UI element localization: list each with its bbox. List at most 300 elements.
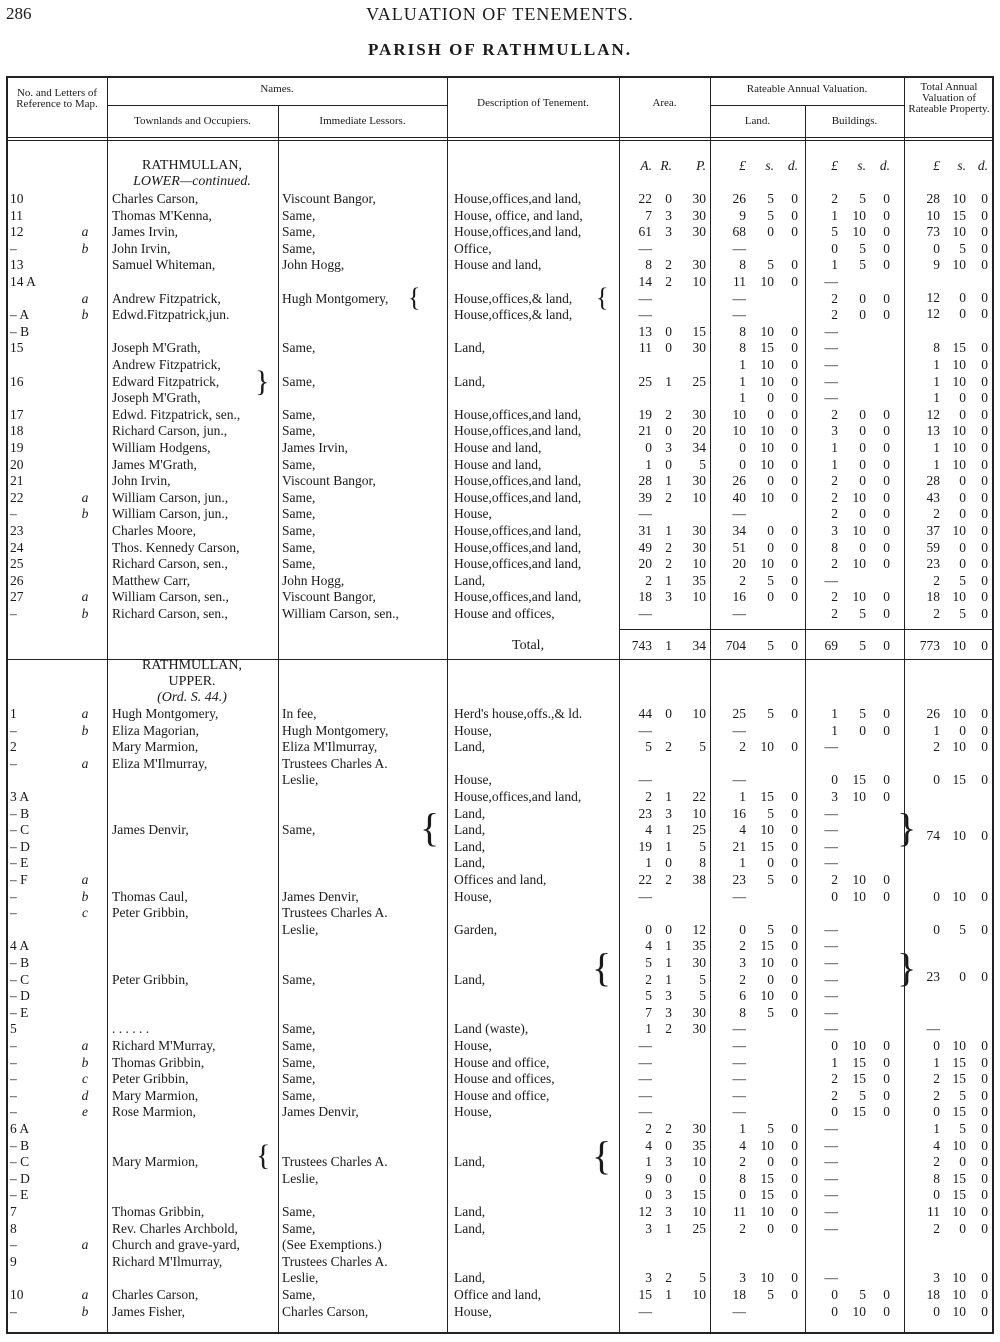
cell-a-1: 2 — [665, 1270, 672, 1286]
cell-t-1: 15 — [952, 772, 966, 788]
cell-les: Same, — [282, 1038, 316, 1053]
cell-occ: Peter Gribbin, — [112, 905, 189, 921]
table-row — [0, 756, 1000, 772]
cell-a-2: 30 — [692, 473, 706, 489]
cell-no: 14 A — [10, 274, 36, 289]
cell-t-0: 2 — [933, 1154, 940, 1170]
cell-t-1: 5 — [959, 606, 966, 621]
cell-t-1: 15 — [952, 207, 966, 223]
cell-a-2: 35 — [692, 938, 706, 954]
cell-t-2: 0 — [981, 1104, 988, 1120]
cell-l-1: 0 — [767, 406, 774, 422]
cell-l-2: 0 — [791, 921, 798, 937]
unit-bldg-pounds: £ — [831, 158, 838, 173]
cell-a-0: — — [638, 1087, 652, 1103]
table-row — [0, 988, 1000, 1004]
cell-t-1: 0 — [959, 539, 966, 555]
table-row — [0, 490, 1000, 506]
cell-a-1: 1 — [665, 1287, 672, 1302]
rule-total-top — [619, 629, 994, 630]
cell-desc: Garden, — [454, 921, 498, 937]
cell-b-0: 1 — [831, 440, 838, 455]
cell-a-2: 10 — [692, 1204, 706, 1219]
cell-l-1: 5 — [767, 805, 774, 821]
cell-a-0: 7 — [645, 207, 652, 223]
header-townlands: Townlands and Occupiers. — [134, 115, 251, 127]
cell-t-0: 37 — [926, 523, 940, 538]
table-row — [0, 1138, 1000, 1154]
cell-t-1: 10 — [952, 456, 966, 472]
table-row — [0, 1204, 1000, 1220]
cell-b-0: — — [824, 988, 838, 1004]
cell-l-0: 10 — [732, 423, 746, 439]
cell-a-2: 10 — [692, 805, 706, 821]
cell-t-1: 10 — [952, 888, 966, 904]
cell-b-0: — — [824, 1204, 838, 1219]
cell-t-1: 0 — [959, 473, 966, 489]
group-14a-shillings: 0 — [959, 290, 966, 305]
cell-t-0: 1 — [933, 373, 940, 389]
cell-no: 25 — [10, 556, 24, 572]
cell-l-0: — — [732, 1087, 746, 1103]
cell-no: 6 A — [10, 1121, 30, 1136]
cell-a-0: 3 — [645, 1270, 652, 1286]
cell-l-1: 15 — [760, 938, 774, 954]
cell-b-2: 0 — [883, 1038, 890, 1053]
cell-t-0: 4 — [933, 1137, 940, 1153]
cell-t-0: 0 — [933, 1104, 940, 1120]
cell-l-0: — — [732, 240, 746, 256]
cell-l-0: 11 — [733, 1204, 746, 1219]
cell-a-0: 5 — [645, 955, 652, 970]
cell-l-0: 8 — [739, 1170, 746, 1186]
cell-no: – D — [10, 1170, 30, 1186]
cell-l-1: 10 — [760, 357, 774, 372]
group-14a-pence: 0 — [981, 290, 988, 305]
cell-occ: Matthew Carr, — [112, 572, 191, 588]
unit-bldg-shillings: s. — [857, 158, 866, 173]
header-total: Total Annual Valuation of Rateable Property. — [908, 81, 990, 115]
cell-desc: House and offices, — [454, 606, 555, 621]
cell-b-0: 3 — [831, 423, 838, 439]
cell-les: Leslie, — [282, 921, 319, 937]
cell-occ: Edward Fitzpatrick, — [112, 373, 220, 389]
cell-t-2: 0 — [981, 473, 988, 489]
cell-a-0: 23 — [638, 805, 652, 821]
cell-l-0: 2 — [739, 739, 746, 755]
cell-b-0: — — [824, 390, 838, 406]
cell-t-1: 10 — [952, 1287, 966, 1302]
cell-l-0: — — [732, 506, 746, 522]
section-upper-title: RATHMULLAN, — [142, 658, 242, 673]
group-3-shillings: 10 — [952, 828, 966, 843]
cell-a-1: 3 — [665, 589, 672, 605]
cell-l-1: 10 — [760, 274, 774, 289]
cell-l-1: 0 — [767, 539, 774, 555]
cell-les: Same, — [282, 539, 316, 555]
cell-les: Viscount Bangor, — [282, 589, 376, 605]
cell-let: b — [81, 606, 89, 621]
cell-b-0: — — [824, 1270, 838, 1286]
total-bldg-shillings: 5 — [859, 638, 866, 653]
cell-les: Same, — [282, 207, 316, 223]
cell-no: – — [10, 755, 17, 771]
cell-a-2: 30 — [692, 1121, 706, 1136]
cell-no: – B — [10, 323, 30, 339]
total-perches: 34 — [692, 638, 706, 653]
cell-b-2: 0 — [883, 406, 890, 422]
cell-les: Same, — [282, 1021, 316, 1037]
cell-desc: Land, — [454, 373, 486, 389]
cell-l-2: 0 — [791, 1154, 798, 1170]
table-row — [0, 257, 1000, 273]
cell-occ: Thomas Caul, — [112, 888, 188, 904]
cell-desc: House, — [454, 1038, 492, 1053]
table-row — [0, 872, 1000, 888]
cell-a-1: 0 — [665, 423, 672, 439]
cell-desc: Land, — [454, 971, 486, 987]
cell-occ: Thomas Gribbin, — [112, 1054, 205, 1070]
cell-a-1: 0 — [665, 1137, 672, 1153]
cell-let: a — [81, 706, 89, 721]
cell-l-1: 10 — [760, 556, 774, 572]
cell-b-0: — — [824, 1220, 838, 1236]
cell-t-0: 28 — [926, 473, 940, 489]
cell-l-0: — — [732, 606, 746, 621]
cell-occ: James Denvir, — [112, 822, 189, 838]
cell-t-2: 0 — [981, 1303, 988, 1319]
cell-a-0: 0 — [645, 440, 652, 455]
cell-b-0: 0 — [831, 1287, 838, 1302]
table-row — [0, 855, 1000, 871]
rule-rateable-sub — [710, 105, 904, 106]
cell-l-1: 5 — [767, 191, 774, 206]
cell-a-0: 19 — [638, 838, 652, 854]
cell-l-1: 0 — [767, 971, 774, 987]
cell-b-2: 0 — [883, 1071, 890, 1087]
cell-b-0: — — [824, 357, 838, 372]
cell-l-1: 0 — [767, 1154, 774, 1170]
unit-bldg-pence: d. — [879, 158, 890, 173]
cell-occ: Mary Marmion, — [112, 739, 199, 755]
cell-a-1: 1 — [665, 838, 672, 854]
cell-no: 15 — [10, 340, 24, 356]
cell-t-1: 10 — [952, 1038, 966, 1053]
cell-no: – C — [10, 1154, 30, 1170]
cell-a-1: 0 — [665, 340, 672, 356]
cell-b-0: 1 — [831, 722, 838, 738]
cell-no: – E — [10, 1004, 29, 1020]
cell-a-1: 2 — [665, 1021, 672, 1037]
cell-let: c — [82, 905, 88, 921]
cell-a-0: 28 — [638, 473, 652, 489]
cell-l-2: 0 — [791, 473, 798, 489]
cell-t-2: 0 — [981, 1187, 988, 1203]
cell-t-2: 0 — [981, 888, 988, 904]
cell-a-0: 0 — [645, 1187, 652, 1203]
cell-les: Same, — [282, 224, 316, 240]
cell-les: Same, — [282, 373, 316, 389]
cell-les: (See Exemptions.) — [282, 1237, 382, 1253]
cell-a-0: 4 — [645, 938, 652, 954]
cell-no: – — [10, 240, 17, 256]
cell-l-2: 0 — [791, 1204, 798, 1219]
cell-desc: Office, — [454, 240, 492, 256]
cell-occ: Thomas Gribbin, — [112, 1204, 205, 1219]
cell-b-0: 0 — [831, 1038, 838, 1053]
cell-l-0: 68 — [732, 224, 746, 240]
cell-t-0: 0 — [933, 1303, 940, 1319]
cell-a-1: 3 — [665, 1154, 672, 1170]
cell-occ: Mary Marmion, — [112, 1154, 199, 1170]
cell-les: Same, — [282, 1071, 316, 1087]
cell-b-2: 0 — [883, 489, 890, 505]
cell-l-2: 0 — [791, 489, 798, 505]
header-names: Names. — [260, 83, 294, 95]
cell-t-1: 5 — [959, 1121, 966, 1136]
cell-l-1: 5 — [767, 921, 774, 937]
cell-occ: Edwd. Fitzpatrick, sen., — [112, 406, 241, 422]
cell-l-2: 0 — [791, 955, 798, 970]
cell-b-2: 0 — [883, 556, 890, 572]
cell-t-0: 10 — [926, 207, 940, 223]
cell-b-2: 0 — [883, 1104, 890, 1120]
cell-desc: House,offices,and land, — [454, 406, 582, 422]
cell-no: – — [10, 506, 17, 522]
cell-desc: House, — [454, 1104, 492, 1120]
cell-b-2: 0 — [883, 888, 890, 904]
cell-t-1: 0 — [959, 722, 966, 738]
cell-b-1: 10 — [852, 556, 866, 572]
cell-a-2: 30 — [692, 955, 706, 970]
cell-occ: Thomas M'Kenna, — [112, 207, 212, 223]
cell-t-0: 59 — [926, 539, 940, 555]
cell-a-0: 14 — [638, 274, 652, 289]
cell-occ: Hugh Montgomery, — [112, 706, 219, 721]
cell-b-2: 0 — [883, 307, 890, 323]
cell-desc: Herd's house,offs.,& ld. — [454, 706, 583, 721]
cell-b-1: 10 — [852, 489, 866, 505]
cell-l-0: 2 — [739, 1220, 746, 1236]
cell-no: 26 — [10, 572, 24, 588]
table-row — [0, 789, 1000, 805]
cell-t-1: 10 — [952, 373, 966, 389]
brace-occ-6: { — [256, 1139, 271, 1172]
cell-b-0: — — [824, 572, 838, 588]
table-row — [0, 772, 1000, 788]
cell-l-0: 21 — [732, 838, 746, 854]
group-total-14a — [0, 283, 1000, 312]
cell-occ: Joseph M'Grath, — [112, 340, 201, 356]
cell-l-2: 0 — [791, 1220, 798, 1236]
cell-t-1: 0 — [959, 390, 966, 406]
cell-les: James Denvir, — [282, 888, 359, 904]
cell-a-0: 39 — [638, 489, 652, 505]
cell-a-0: — — [638, 290, 652, 306]
cell-no: 16 — [10, 373, 24, 389]
cell-let: b — [81, 1054, 89, 1070]
table-row — [0, 1304, 1000, 1320]
cell-t-0: 2 — [933, 1220, 940, 1236]
cell-a-1: 0 — [665, 323, 672, 339]
cell-l-2: 0 — [791, 589, 798, 605]
cell-l-1: 10 — [760, 373, 774, 389]
cell-les: Same, — [282, 423, 316, 439]
cell-b-0: 1 — [831, 456, 838, 472]
cell-no: 8 — [10, 1220, 17, 1236]
cell-no: 4 A — [10, 938, 30, 954]
cell-occ: William Carson, jun., — [112, 506, 229, 522]
cell-b-1: 0 — [859, 722, 866, 738]
cell-t-2: 0 — [981, 1087, 988, 1103]
cell-t-2: 0 — [981, 240, 988, 256]
section-upper-ord: (Ord. S. 44.) — [157, 690, 227, 705]
cell-b-2: 0 — [883, 1303, 890, 1319]
table-row — [0, 1154, 1000, 1170]
cell-l-0: 16 — [732, 589, 746, 605]
total-label: Total, — [512, 638, 545, 653]
cell-desc: Land, — [454, 1270, 486, 1286]
section-lower-subtitle: LOWER—continued. — [133, 174, 251, 189]
cell-a-2: 34 — [692, 440, 706, 455]
cell-b-0: — — [824, 1121, 838, 1136]
cell-t-1: 10 — [952, 1204, 966, 1219]
table-row — [0, 523, 1000, 539]
cell-t-1: 0 — [959, 1154, 966, 1170]
cell-t-0: 28 — [926, 191, 940, 206]
cell-desc: House,offices,and land, — [454, 224, 582, 240]
cell-les: Same, — [282, 456, 316, 472]
cell-desc: House, — [454, 506, 492, 522]
cell-a-2: 35 — [692, 1137, 706, 1153]
cell-a-1: 1 — [665, 373, 672, 389]
cell-t-0: 8 — [933, 1170, 940, 1186]
cell-desc: House, — [454, 772, 492, 788]
cell-a-0: — — [638, 1038, 652, 1053]
table-row — [0, 1171, 1000, 1187]
cell-l-0: 2 — [739, 572, 746, 588]
cell-b-2: 0 — [883, 1287, 890, 1302]
cell-t-2: 0 — [981, 423, 988, 439]
cell-l-0: — — [732, 307, 746, 323]
cell-b-0: — — [824, 1004, 838, 1020]
cell-l-0: 3 — [739, 1270, 746, 1286]
cell-b-2: 0 — [883, 240, 890, 256]
cell-occ: Mary Marmion, — [112, 1087, 199, 1103]
cell-occ: John Irvin, — [112, 240, 171, 256]
cell-occ: Peter Gribbin, — [112, 1071, 189, 1087]
cell-b-0: 2 — [831, 489, 838, 505]
cell-a-1: 2 — [665, 739, 672, 755]
cell-a-2: 15 — [692, 1187, 706, 1203]
cell-l-1: 10 — [760, 489, 774, 505]
cell-t-2: 0 — [981, 772, 988, 788]
cell-let: a — [81, 489, 89, 505]
unit-total-shillings: s. — [957, 158, 966, 173]
cell-occ: Richard M'Ilmurray, — [112, 1253, 223, 1269]
cell-l-2: 0 — [791, 1004, 798, 1020]
rule-header-bottom — [6, 137, 994, 138]
cell-l-0: 2 — [739, 1154, 746, 1170]
group-total-3 — [0, 828, 1000, 844]
cell-let: e — [82, 1104, 88, 1120]
group-total-4 — [0, 969, 1000, 985]
cell-b-1: 15 — [852, 1104, 866, 1120]
cell-occ: James M'Grath, — [112, 456, 197, 472]
cell-l-1: 5 — [767, 257, 774, 273]
cell-l-2: 0 — [791, 1137, 798, 1153]
cell-desc: House and land, — [454, 440, 542, 455]
cell-l-0: 4 — [739, 822, 746, 838]
cell-b-2: 0 — [883, 706, 890, 721]
cell-t-1: 15 — [952, 1071, 966, 1087]
cell-t-1: 10 — [952, 523, 966, 538]
cell-t-2: 0 — [981, 1137, 988, 1153]
table-row — [0, 1021, 1000, 1037]
cell-l-2: 0 — [791, 539, 798, 555]
cell-a-0: — — [638, 888, 652, 904]
cell-a-2: 10 — [692, 1154, 706, 1170]
total-roods: 1 — [665, 638, 672, 653]
cell-a-1: 1 — [665, 955, 672, 970]
cell-let: a — [81, 224, 89, 240]
group-total-14b — [0, 306, 1000, 322]
cell-b-1: 0 — [859, 406, 866, 422]
cell-l-0: — — [732, 290, 746, 306]
cell-t-0: 9 — [933, 257, 940, 273]
cell-t-0: 0 — [933, 240, 940, 256]
cell-t-2: 0 — [981, 1220, 988, 1236]
header-land: Land. — [744, 115, 771, 127]
cell-t-1: 10 — [952, 706, 966, 721]
cell-les: Same, — [282, 1204, 316, 1219]
cell-t-2: 0 — [981, 1170, 988, 1186]
cell-l-1: 5 — [767, 1287, 774, 1302]
cell-b-1: 10 — [852, 207, 866, 223]
cell-a-1: 0 — [665, 456, 672, 472]
cell-t-0: 18 — [926, 1287, 940, 1302]
group-14b-pence: 0 — [981, 306, 988, 321]
cell-t-0: 2 — [933, 1071, 940, 1087]
cell-a-1: 0 — [665, 921, 672, 937]
brace-occ-16: } — [255, 365, 270, 398]
cell-a-0: 4 — [645, 1137, 652, 1153]
cell-desc: House,offices,and land, — [454, 191, 582, 206]
cell-a-2: 5 — [699, 838, 706, 854]
cell-a-1: 0 — [665, 191, 672, 206]
cell-t-1: 0 — [959, 406, 966, 422]
cell-a-0: 2 — [645, 971, 652, 987]
cell-b-2: 0 — [883, 224, 890, 240]
unit-acres: A. — [640, 158, 652, 173]
cell-l-2: 0 — [791, 207, 798, 223]
cell-no: 20 — [10, 456, 24, 472]
cell-b-2: 0 — [883, 423, 890, 439]
table-row — [0, 606, 1000, 622]
cell-l-0: 26 — [732, 473, 746, 489]
cell-no: – — [10, 905, 17, 921]
cell-no: – E — [10, 855, 29, 871]
cell-a-1: 2 — [665, 257, 672, 273]
cell-t-0: 0 — [933, 921, 940, 937]
cell-a-2: 30 — [692, 191, 706, 206]
table-row — [0, 723, 1000, 739]
cell-t-1: 10 — [952, 257, 966, 273]
cell-desc: House,offices,& land, — [454, 290, 573, 306]
cell-desc: House,offices,and land, — [454, 423, 582, 439]
cell-desc: Land (waste), — [454, 1021, 529, 1037]
cell-no: 10 — [10, 1287, 24, 1302]
